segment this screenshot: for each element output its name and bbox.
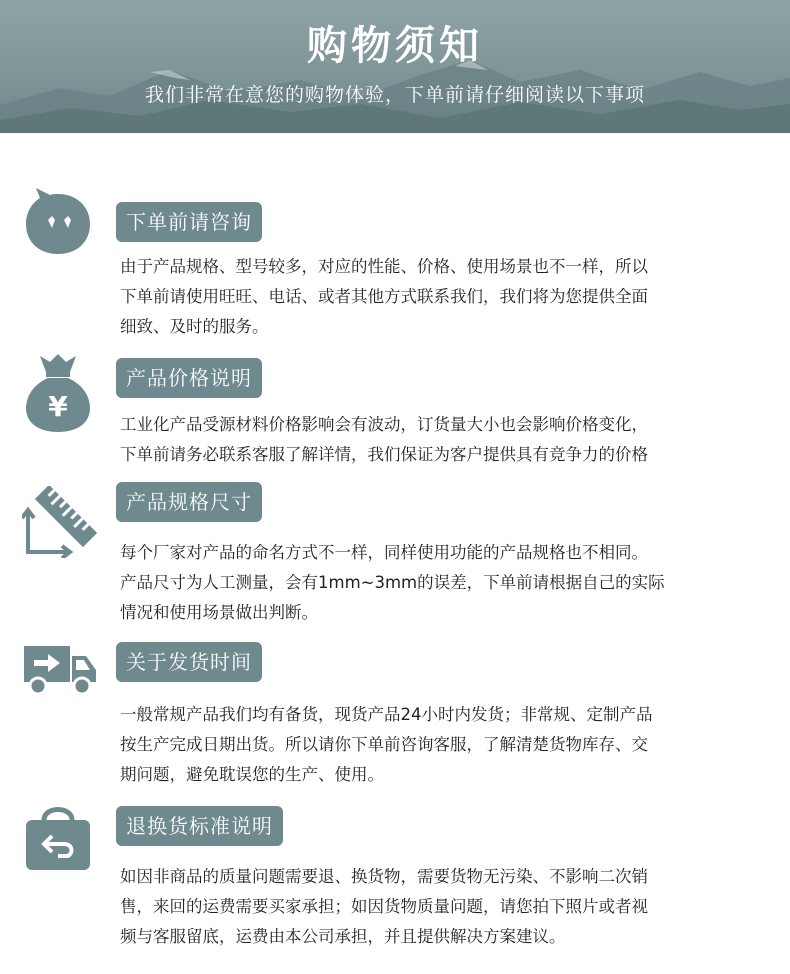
section-body-price xyxy=(120,410,720,470)
section-heading-size: 产品规格尺寸 xyxy=(116,482,262,522)
body-line: 一般常规产品我们均有备货，现货产品24小时内发货；非常规、定制产品 xyxy=(120,705,653,724)
yen-glyph: ¥ xyxy=(48,390,68,423)
section-heading-shipping: 关于发货时间 xyxy=(116,642,262,682)
section-body-size xyxy=(120,538,720,628)
section-heading-price: 产品价格说明 xyxy=(116,358,262,398)
body-line: 频与客服留底，运费由本公司承担，并且提供解决方案建议。 xyxy=(120,927,566,946)
header-banner xyxy=(0,0,790,133)
body-line: 如因非商品的质量问题需要退、换货物，需要货物无污染、不影响二次销 xyxy=(120,867,648,886)
section-returns xyxy=(0,800,790,970)
page-subtitle: 我们非常在意您的购物体验，下单前请仔细阅读以下事项 xyxy=(144,84,645,106)
body-line: 细致、及时的服务。 xyxy=(120,317,269,336)
section-body-returns xyxy=(120,862,720,952)
ruler-icon xyxy=(22,486,98,558)
section-size xyxy=(0,480,790,630)
section-shipping xyxy=(0,638,790,798)
body-line: 每个厂家对产品的命名方式不一样，同样使用功能的产品规格也不相同。 xyxy=(120,543,648,562)
page-title: 购物须知 xyxy=(307,23,483,69)
body-line: 情况和使用场景做出判断。 xyxy=(120,603,318,622)
section-body-consult xyxy=(120,252,720,342)
body-line: 工业化产品受源材料价格影响会有波动，订货量大小也会影响价格变化， xyxy=(120,415,648,434)
delivery-truck-icon xyxy=(22,642,98,698)
body-line: 按生产完成日期出货。所以请你下单前咨询客服，了解清楚货物库存、交 xyxy=(120,735,648,754)
section-heading-consult: 下单前请咨询 xyxy=(116,202,262,242)
body-line: 下单前请务必联系客服了解详情，我们保证为客户提供具有竞争力的价格 xyxy=(120,445,648,464)
section-consult xyxy=(0,180,790,340)
money-bag-icon xyxy=(22,350,94,434)
body-line: 期问题，避免耽误您的生产、使用。 xyxy=(120,765,384,784)
section-heading-returns: 退换货标准说明 xyxy=(116,806,283,846)
section-price xyxy=(0,348,790,478)
body-line: 售，来回的运费需要买家承担；如因货物质量问题，请您拍下照片或者视 xyxy=(120,897,648,916)
return-bag-icon xyxy=(22,800,94,872)
section-body-shipping xyxy=(120,700,720,790)
body-line: 由于产品规格、型号较多，对应的性能、价格、使用场景也不一样，所以 xyxy=(120,257,648,276)
body-line: 产品尺寸为人工测量，会有1mm~3mm的误差，下单前请根据自己的实际 xyxy=(120,573,665,592)
body-line: 下单前请使用旺旺、电话、或者其他方式联系我们，我们将为您提供全面 xyxy=(120,287,648,306)
chat-bubble-icon xyxy=(22,188,94,260)
